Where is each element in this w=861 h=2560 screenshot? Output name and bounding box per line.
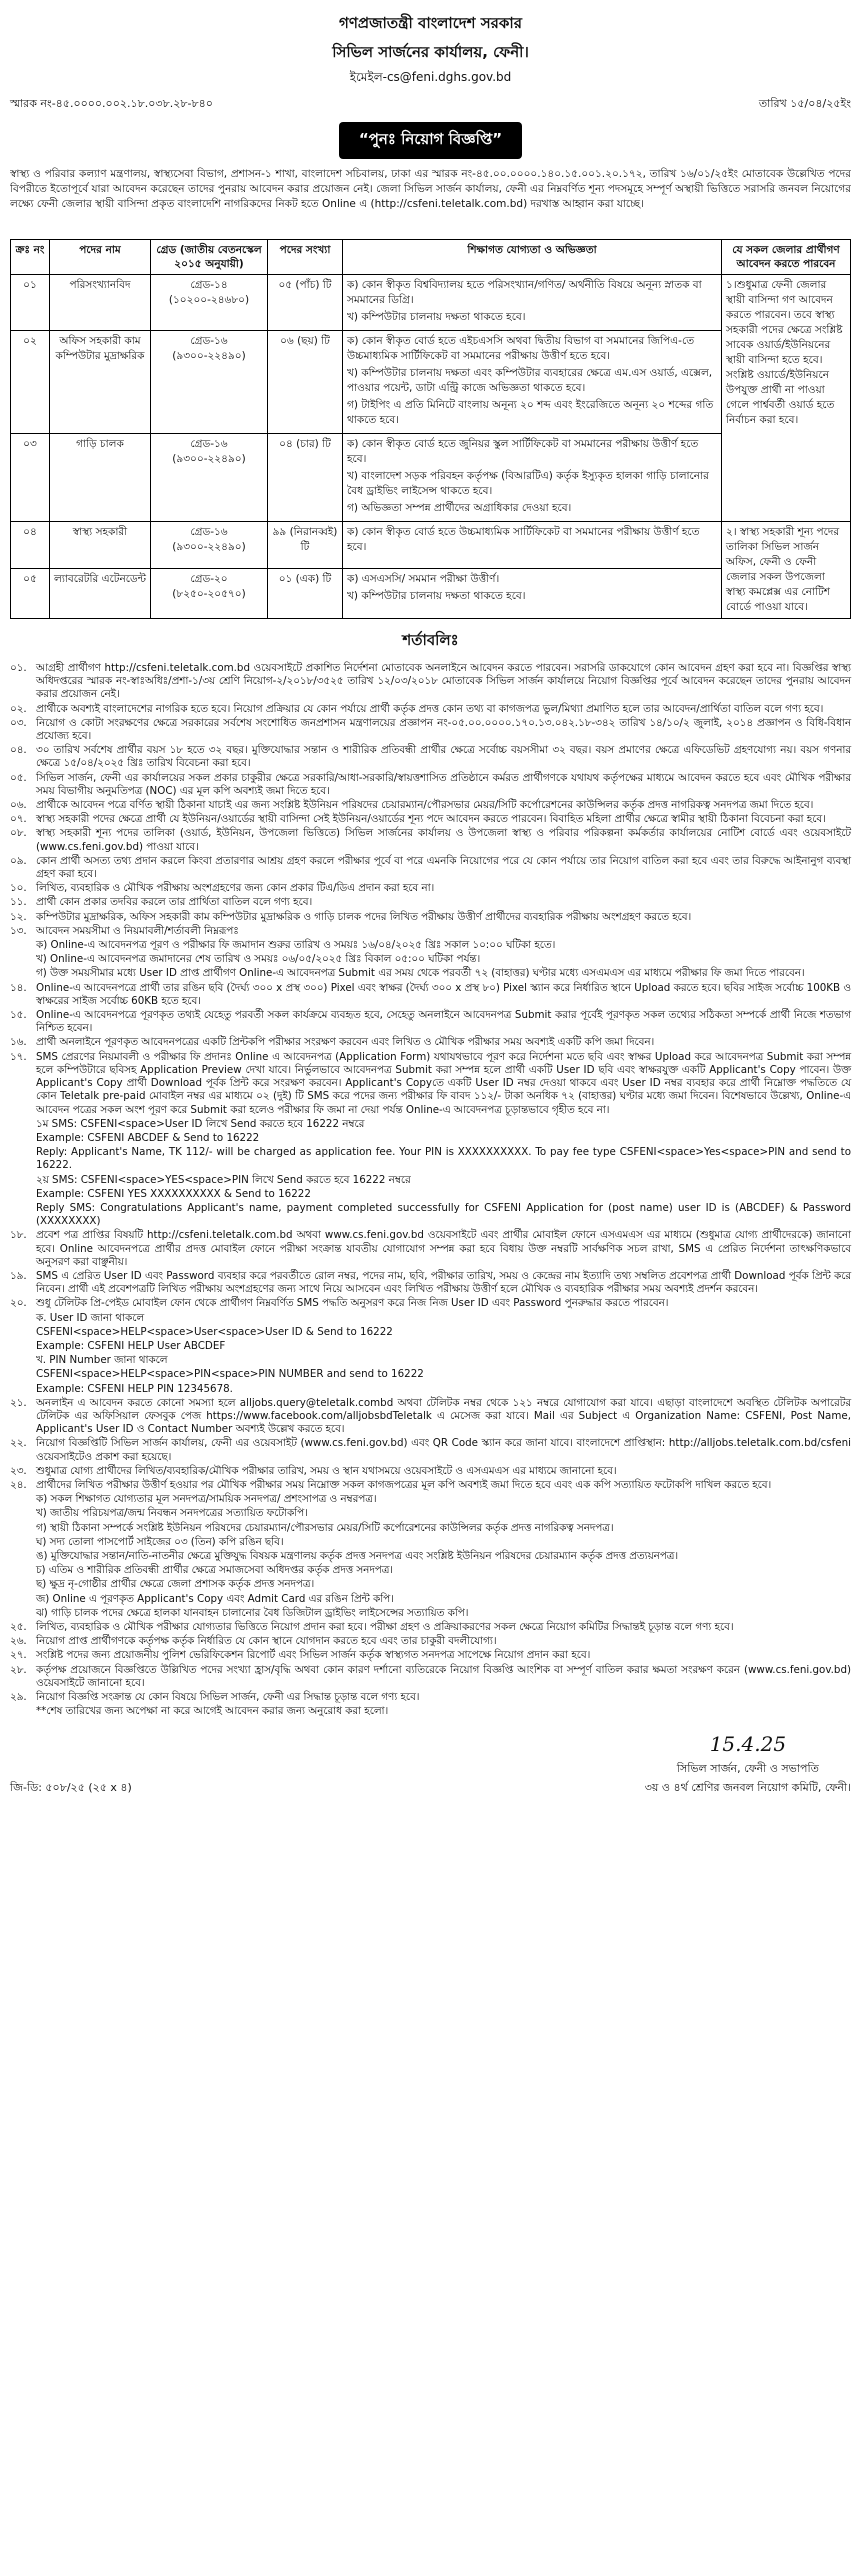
govt-name: গণপ্রজাতন্ত্রী বাংলাদেশ সরকার (339, 14, 522, 32)
condition-text: খ) Online-এ আবেদনপত্র জমাদানের শেষ তারিখ ও সময়ঃ ০৬/০৫/২০২৫ খ্রিঃ বিকাল ০৫:০০ ঘটিকা পর্যন্ত। (36, 953, 481, 966)
condition-item (10, 1368, 851, 1381)
condition-number (10, 1312, 36, 1325)
row-post-name: স্বাস্থ্য সহকারী (50, 522, 151, 569)
row-serial: ০৩ (11, 434, 50, 522)
condition-number: ১৭. (10, 1050, 27, 1063)
qualification-item: গ) অভিজ্ঞতা সম্পন্ন প্রার্থীদের অগ্রাধিকার দেওয়া হবে। (347, 502, 572, 514)
condition-text: প্রার্থীকে অবশ্যই বাংলাদেশের নাগরিক হতে হবে। নিয়োগ প্রক্রিয়ার যে কোন পর্যায়ে প্রার্থী কর্তৃক প্রদত্ত কোন তথ্য বা কাগজপত্র ভুল/মিথ্যা প্রমাণিত হলে তার আবেদন/প্রার্থিতা বাতিল বলে গণ্য হবে। (36, 702, 824, 715)
row-serial: ০৪ (11, 522, 50, 569)
row-qualification (343, 275, 722, 331)
condition-item (10, 1383, 851, 1396)
row-post-name: পরিসংখ্যানবিদ (50, 275, 151, 331)
row-post-name: ল্যাবরেটরি এটেনডেন্ট (50, 569, 151, 619)
condition-text: কোন প্রার্থী অসত্য তথ্য প্রদান করলে কিংবা প্রতারণার আশ্রয় গ্রহণ করলে পরীক্ষার পূর্বে বা পরে এমনকি নিয়োগের পরে যে কোন পর্যায়ে তার নিয়োগ বাতিল করা হবে এবং তার বিরুদ্ধে আইনানুগ ব্যবস্থা গ্রহণ করা হবে। (36, 854, 851, 881)
condition-item (10, 813, 851, 826)
condition-number: ২২. (10, 1437, 27, 1450)
condition-number: ১৮. (10, 1229, 27, 1242)
condition-number: ০৭. (10, 813, 27, 826)
condition-text: Example: CSFENI HELP PIN 12345678. (36, 1382, 233, 1395)
condition-item (10, 1397, 851, 1437)
condition-text: স্বাস্থ্য সহকারী শূন্য পদের তালিকা (ওয়ার্ড, ইউনিয়ন, উপজেলা ভিত্তিতে) সিভিল সার্জনের কার্যালয় ও উপজেলা স্বাস্থ্য ও পরিবার পরিকল্পনা কর্মকর্তার কার্যালয়ের নোটিশ বোর্ডে এবং ওয়েবসাইটে (www.cs.feni.gov.bd) পাওয়া যাবে। (36, 827, 851, 853)
condition-number: ১৪. (10, 981, 27, 994)
notice-title-banner: “পুনঃ নিয়োগ বিজ্ঞপ্তি” (339, 122, 522, 159)
vacancy-table (10, 239, 851, 619)
condition-text: Example: CSFENI ABCDEF & Send to 16222 (36, 1131, 260, 1144)
table-header-row (11, 240, 851, 275)
condition-text: জ) Online এ পূরণকৃত Applicant's Copy এবং Admit Card এর রঙিন প্রিন্ট কপি। (36, 1592, 394, 1605)
condition-number: ০৩. (10, 716, 27, 729)
reference-row (10, 95, 851, 114)
condition-text: সংশ্লিষ্ট পদের জন্য প্রয়োজনীয় পুলিশ ভেরিফিকেশন রিপোর্ট এবং সিভিল সার্জন কর্তৃক স্বাস্থ্যগত সনদপত্র সাপেক্ষে নিয়োগ প্রদান করা হবে। (36, 1649, 591, 1662)
condition-text: ৩০ তারিখ সর্বশেষ প্রার্থীর বয়স ১৮ হতে ৩২ বছর। মুক্তিযোদ্ধার সন্তান ও শারীরিক প্রতিবন্ধী প্রার্থীর ক্ষেত্রে সর্বোচ্চ বয়সসীমা ৩২ বছর। বয়স প্রমাণের ক্ষেত্রে এফিডেভিট গ্রহণযোগ্য নয়। বয়স গণনার ক্ষেত্রে ১৫/০৪/২০২৫ খ্রিঃ তারিখ বিবেচনা করা হবে। (36, 744, 851, 770)
condition-number: ২৭. (10, 1649, 27, 1662)
row-post-count: ০৪ (চার) টি (268, 434, 343, 522)
row-grade: গ্রেড-১৬ (৯৩০০-২২৪৯০) (151, 434, 268, 522)
conditions-title: শর্তাবলিঃ (402, 631, 459, 649)
condition-item (10, 1664, 851, 1690)
condition-text: অনলাইন এ আবেদন করতে কোনো সমস্যা হলে alljobs.query@teletalk.combd অথবা টেলিটক নম্বর থেকে ১২১ নম্বরে যোগাযোগ করা যাবে। এছাড়া বাংলাদেশে অবস্থিত টেলিটক অপারেটর টেলিটক এর অফিসিয়াল ফেসবুক পেজ https://www.facebook.com/alljobsbdTeletalk এ মেসেজ করা যাবে। Mail এর Subject এ Organization Name: CSFENI, Post Name, Applicant's User ID ও Contact Number অবশ্যই উল্লেখ করতে হবে। (36, 1396, 851, 1436)
condition-item (10, 1009, 851, 1035)
condition-number: ১৫. (10, 1009, 27, 1022)
condition-text: ঙ) মুক্তিযোদ্ধার সন্তান/নাতি-নাতনীর ক্ষেত্রে মুক্তিযুদ্ধ বিষয়ক মন্ত্রণালয় কর্তৃক প্রদত্ত সনদপত্র এবং সংশ্লিষ্ট ইউনিয়ন পরিষদের চেয়ারম্যান কর্তৃক প্রদত্ত প্রত্যয়নপত্র। (36, 1550, 679, 1562)
condition-item (10, 1202, 851, 1228)
condition-number (10, 1522, 36, 1535)
row-post-count: ০৫ (পাঁচ) টি (268, 275, 343, 331)
condition-item (10, 855, 851, 881)
condition-item (10, 1118, 851, 1131)
row-qualification (343, 522, 722, 569)
office-email: ইমেইল-cs@feni.dghs.gov.bd (349, 70, 512, 84)
condition-text: ঘ) সদ্য তোলা পাসপোর্ট সাইজের ০৩ (তিন) কপি রঙিন ছবি। (36, 1535, 284, 1548)
condition-item (10, 703, 851, 716)
condition-number (10, 1705, 36, 1718)
condition-item (10, 1229, 851, 1269)
row-serial: ০১ (11, 275, 50, 331)
condition-text: নিয়োগ প্রাপ্ত প্রার্থীগণকে কর্তৃপক্ষ কর্তৃক নির্ধারিত যে কোন স্থানে যোগদান করতে হবে এবং তার চাকুরী বদলীযোগ্য। (36, 1635, 497, 1648)
condition-text: প্রার্থী কোন প্রকার তদবির করলে তার প্রার্থিতা বাতিল বলে গণ্য হবে। (36, 896, 313, 909)
condition-item (10, 1036, 851, 1049)
condition-item (10, 744, 851, 770)
condition-item (10, 1536, 851, 1549)
condition-number (10, 1578, 36, 1591)
row-serial: ০২ (11, 331, 50, 434)
condition-item (10, 1564, 851, 1577)
condition-item (10, 799, 851, 812)
row-qualification (343, 434, 722, 522)
condition-item (10, 1649, 851, 1662)
condition-number: ১৩. (10, 924, 27, 937)
col-count: পদের সংখ্যা (268, 240, 343, 275)
eligibility-note-1: ১।শুধুমাত্র ফেনী জেলার স্থায়ী বাসিন্দা গণ আবেদন করতে পারবেন। তবে স্বাস্থ্য সহকারী পদের ক্ষেত্রে সংশ্লিষ্ট সাবেক ওয়ার্ড/ইউনিয়নের স্থায়ী বাসিন্দা হতে হবে। সংশ্লিষ্ট ওয়ার্ডে/ইউনিয়নে উপযুক্ত প্রার্থী না পাওয়া গেলে পার্শ্ববর্তী ওয়ার্ড হতে নির্বাচন করা হবে। (722, 275, 851, 522)
condition-text: আবেদন সময়সীমা ও নিয়মাবলী/শর্তাবলী নিম্নরূপঃ (36, 924, 239, 937)
condition-number: ০১. (10, 662, 27, 674)
condition-text: CSFENI<space>HELP<space>PIN<space>PIN NUMBER and send to 16222 (36, 1368, 424, 1381)
condition-text: কর্তৃপক্ষ প্রয়োজনে বিজ্ঞপ্তিতে উল্লিখিত পদের সংখ্যা হ্রাস/বৃদ্ধি অথবা কোন কারণ দর্শানো ব্যতিরেকে নিয়োগ বিজ্ঞপ্তি আংশিক বা সম্পূর্ণ বাতিল করার ক্ষমতা সংরক্ষণ করেন (www.cs.feni.gov.bd) ওয়েবসাইটে জানানো হবে। (36, 1663, 851, 1689)
condition-number: ২৮. (10, 1663, 27, 1676)
condition-number: ০৮. (10, 827, 27, 840)
condition-number (10, 1507, 36, 1520)
condition-item (10, 1705, 851, 1718)
condition-item (10, 925, 851, 938)
condition-item (10, 1578, 851, 1591)
document-header (10, 12, 851, 89)
qualification-item: গ) টাইপিং এ প্রতি মিনিটে বাংলায় অনূন্য ২০ শব্দ এবং ইংরেজিতে অনূন্য ২০ শব্দের গতি থাকতে হবে। (347, 399, 714, 426)
condition-item (10, 717, 851, 743)
condition-number: ২৪. (10, 1478, 27, 1491)
condition-item (10, 827, 851, 853)
condition-number (10, 1174, 36, 1187)
condition-number: ১০. (10, 882, 27, 895)
condition-text: প্রার্থী অনলাইনে পূরণকৃত আবেদনপত্রের একটি প্রিন্টকপি পরীক্ষার সংরক্ষণ করবেন এবং লিখিত ও মৌখিক পরীক্ষার সময় অবশ্যই একটি কপি জমা দিবেন। (36, 1036, 655, 1049)
condition-text: ১ম SMS: CSFENI<space>User ID লিখে Send করতে হবে 16222 নম্বরে (36, 1117, 365, 1130)
condition-item (10, 882, 851, 895)
condition-number (10, 1326, 36, 1339)
condition-text: Reply: Applicant's Name, TK 112/- will be charged as application fee. Your PIN is XXXXXXXXXX. To pay fee type CSFENI<space>Yes<space>PIN and send to 16222. (36, 1146, 851, 1172)
condition-number: ২০. (10, 1297, 27, 1310)
condition-number (10, 1132, 36, 1145)
row-qualification (343, 331, 722, 434)
condition-item (10, 1621, 851, 1634)
qualification-item: ক) কোন স্বীকৃত বোর্ড হতে উচ্চমাধ্যমিক সার্টিফিকেট বা সমমানের পরীক্ষায় উত্তীর্ণ হতে হবে। (347, 526, 700, 553)
signature-block (10, 1732, 851, 1798)
condition-item (10, 1691, 851, 1704)
condition-text: ঝ) গাড়ি চালক পদের ক্ষেত্রে হালকা যানবাহন চালানোর বৈধ ডিজিটাল ড্রাইভিং লাইসেন্সের সত্যায়িত কপি। (36, 1606, 469, 1619)
conditions-list (10, 662, 851, 1718)
memo-date: তারিখ ১৫/০৪/২৫ইং (758, 97, 851, 110)
condition-text: শুধু টেলিটক প্রি-পেইড মোবাইল ফোন থেকে প্রার্থীগণ নিম্নবর্ণিত SMS পদ্ধতি অনুসরণ করে নিজ নিজ User ID এবং Password পুনরুদ্ধার করতে পারবেন। (36, 1297, 669, 1310)
condition-item (10, 1593, 851, 1606)
condition-number (10, 1383, 36, 1396)
condition-number: ০৯. (10, 854, 27, 867)
condition-text: ২য় SMS: CSFENI<space>YES<space>PIN লিখে Send করতে হবে 16222 নম্বরে (36, 1173, 411, 1186)
condition-number (10, 967, 36, 980)
condition-text: ক) সকল শিক্ষাগত যোগ্যতার মূল সনদপত্র/সাময়িক সনদপত্র/ প্রশংসাপত্র ও নম্বরপত্র। (36, 1493, 377, 1506)
condition-text: **শেষ তারিখের জন্য অপেক্ষা না করে আগেই আবেদন করার জন্য অনুরোধ করা হলো। (36, 1705, 389, 1718)
condition-item (10, 939, 851, 952)
condition-text: প্রবেশ পত্র প্রাপ্তির বিষয়টি http://csfeni.teletalk.com.bd অথবা www.cs.feni.gov.bd ওয়েবসাইটে এবং প্রার্থীর মোবাইল ফোনে এসএমএস এর মাধ্যমে (শুধুমাত্র যোগ্য প্রার্থীদেরকে) জানানো হবে। Online আবেদনপত্রে প্রার্থীর প্রদত্ত মোবাইল ফোনে পরীক্ষা সংক্রান্ত যাবতীয় যোগাযোগ সম্পন্ন করা হবে বিধায় উক্ত নম্বরটি সার্বক্ষণিক সচল রাখা, SMS এ প্রেরিত নির্দেশনা তাৎক্ষণিকভাবে অনুসরণ করা বাঞ্ছনীয়। (36, 1229, 851, 1268)
condition-number: ২১. (10, 1396, 27, 1409)
condition-number: ১২. (10, 910, 27, 923)
handwritten-signature: 15.4.25 (709, 1732, 787, 1757)
condition-item (10, 1507, 851, 1520)
condition-number: ০৪. (10, 744, 27, 757)
condition-text: আগ্রহী প্রার্থীগণ http://csfeni.teletalk.com.bd ওয়েবসাইটে প্রকাশিত নির্দেশনা মোতাবেক অনলাইনে আবেদন করতে পারবেন। সরাসরি ডাকযোগে কোন আবেদন গ্রহণ করা হবে না। বিজ্ঞপ্তির স্বাস্থ্য অধিদপ্তরের স্মারক নং-স্বাঃঅধিঃ/প্রশা-১/৩য় শ্রেণি নিয়োগ-২/২০১৮/৩৫২৫ তারিখ ১২/০৩/২০১৮ মোতাবেক সিভিল সার্জন কার্যালয়ে নিয়োগ বিজ্ঞপ্তির পূর্বে আবেদন করেছেন তাদের পুনরায় আবেদন করার প্রয়োজন নেই। (36, 662, 851, 701)
condition-number: ২৫. (10, 1621, 27, 1634)
condition-item (10, 967, 851, 980)
condition-number (10, 1340, 36, 1353)
condition-number (10, 1493, 36, 1506)
condition-text: চ) এতিম ও শারীরিক প্রতিবন্ধী প্রার্থীর ক্ষেত্রে সমাজসেবা অধিদপ্তর কর্তৃক প্রদত্ত সনদপত্র। (36, 1564, 393, 1577)
table-row (11, 275, 851, 331)
condition-number (10, 1188, 36, 1201)
condition-text: খ. PIN Number জানা থাকলে (36, 1354, 168, 1367)
condition-number: ১৬. (10, 1036, 27, 1049)
col-eligibility: যে সকল জেলার প্রার্থীগণ আবেদন করতে পারবেন (722, 240, 851, 275)
condition-text: লিখিত, ব্যবহারিক ও মৌখিক পরীক্ষায় অংশগ্রহণের জন্য কোন প্রকার টিএ/ডিএ প্রদান করা হবে না। (36, 882, 435, 895)
condition-text: CSFENI<space>HELP<space>User<space>User ID & Send to 16222 (36, 1325, 393, 1338)
table-row (11, 522, 851, 569)
condition-number (10, 1593, 36, 1606)
eligibility-note-2: ২। স্বাস্থ্য সহকারী শূন্য পদের তালিকা সিভিল সার্জন অফিস, ফেনী ও ফেনী জেলার সকল উপজেলা স্বাস্থ্য কমপ্লেক্স এর নোটিশ বোর্ডে পাওয়া যাবে। (722, 522, 851, 619)
qualification-item: খ) কম্পিউটার চালনায় দক্ষতা থাকতে হবে। (347, 311, 526, 323)
intro-paragraph: স্বাস্থ্য ও পরিবার কল্যাণ মন্ত্রণালয়, স্বাস্থ্যসেবা বিভাগ, প্রশাসন-১ শাখা, বাংলাদেশ সচিবালয়, ঢাকা এর স্মারক নং-৪৫.০০.০০০০.১৪০.১৫.০০১.২০.১৭২, তারিখ ১৬/০১/২৫ইং মোতাবেক উল্লেখিত পদের বিপরীতে ইতোপূর্বে যারা আবেদন করেছেন তাদের পুনরায় আবেদন করার প্রয়োজন নেই। জেলা সিভিল সার্জন কার্যালয়, ফেনী এর নিম্নবর্ণিত শূন্য পদসমূহে সম্পূর্ণ অস্থায়ী ভিত্তিতে সরাসরি জনবল নিয়োগের লক্ষ্যে ফেনী জেলার স্থায়ী বাসিন্দা প্রকৃত বাংলাদেশি নাগরিকদের নিকট হতে Online এ (http://csfeni.teletalk.com.bd) দরখাস্ত আহ্বান করা যাচ্ছে। (10, 168, 851, 210)
signatory-title: সিভিল সার্জন, ফেনী ও সভাপতি (676, 1762, 819, 1776)
condition-text: ক) Online-এ আবেদনপত্র পূরণ ও পরীক্ষার ফি জমাদান শুরুর তারিখ ও সময়ঃ ১৬/০৪/২০২৫ খ্রিঃ সকাল ১০:০০ ঘটিকা হতে। (36, 939, 556, 952)
qualification-item: খ) কম্পিউটার চালনায় দক্ষতা এবং কম্পিউটার ব্যবহারের ক্ষেত্রে এম.এস ওয়ার্ড, এক্সেল, পাওয়ার পয়েন্ট, ডাটা এন্ট্রি কাজে অভিজ্ঞতা থাকতে হবে। (347, 367, 713, 394)
condition-number (10, 1564, 36, 1577)
condition-text: Example: CSFENI HELP User ABCDEF (36, 1339, 226, 1352)
condition-number (10, 1536, 36, 1549)
condition-item (10, 1270, 851, 1296)
row-post-count: ০৬ (ছয়) টি (268, 331, 343, 434)
condition-text: নিয়োগ বিজ্ঞপ্তি সংক্রান্ত যে কোন বিষয়ে সিভিল সার্জন, ফেনী এর সিদ্ধান্ত চূড়ান্ত বলে গণ্য হবে। (36, 1691, 420, 1704)
condition-number: ০২. (10, 702, 27, 715)
condition-item (10, 1174, 851, 1187)
condition-text: নিয়োগ ও কোটা সংরক্ষণের ক্ষেত্রে সরকারের সর্বশেষ সংশোধিত জনপ্রশাসন মন্ত্রণালয়ের প্রজ্ঞাপন নং-০৫.০০.০০০০.১৭০.১৩.০৪২.১৮-৩৪২ তারিখ ১৪/১০/২ জুলাই, ২০১৪ প্রজ্ঞাপন ও বিধি-বিধান প্রযোজ্য হবে। (36, 716, 852, 743)
condition-text: গ) স্থায়ী ঠিকানা সম্পর্কে সংশ্লিষ্ট ইউনিয়ন পরিষদের চেয়ারম্যান/পৌরসভার মেয়র/সিটি কর্পোরেশনের কাউন্সিলর কর্তৃক প্রদত্ত নাগরিকত্ব সনদপত্র। (36, 1521, 614, 1534)
condition-number (10, 1146, 36, 1172)
condition-text: শুধুমাত্র যোগ্য প্রার্থীদের লিখিত/ব্যবহারিক/মৌখিক পরীক্ষার তারিখ, সময় ও স্থান যথাসময়ে ওয়েবসাইটে ও এসএমএস এর মাধ্যমে জানানো হবে। (36, 1464, 617, 1477)
condition-item (10, 1465, 851, 1478)
condition-item (10, 911, 851, 924)
col-post: পদের নাম (50, 240, 151, 275)
condition-text: কম্পিউটার মুদ্রাক্ষরিক, অফিস সহকারী কাম কম্পিউটার মুদ্রাক্ষরিক ও গাড়ি চালক পদের লিখিত পরীক্ষায় উত্তীর্ণ প্রার্থীদের ব্যবহারিক পরীক্ষায় অংশগ্রহণ করতে হবে। (36, 910, 692, 923)
condition-item (10, 662, 851, 702)
office-name: সিভিল সার্জনের কার্যালয়, ফেনী। (332, 43, 529, 61)
row-grade: গ্রেড-১৬ (৯৩০০-২২৪৯০) (151, 522, 268, 569)
qualification-item: ক) কোন স্বীকৃত বোর্ড হতে জুনিয়র স্কুল সার্টিফিকেট বা সমমানের পরীক্ষায় উত্তীর্ণ হতে হবে। (347, 438, 699, 465)
row-grade: গ্রেড-১৪ (১০২০০-২৪৬৮০) (151, 275, 268, 331)
qualification-item: ক) কোন স্বীকৃত বোর্ড হতে এইচএসসি অথবা দ্বিতীয় বিভাগ বা সমমানের জিপিএ-তে উচ্চমাধ্যমিক সার্টিফিকেট বা সমমানের পরীক্ষায় উত্তীর্ণ হতে হবে। (347, 335, 695, 362)
condition-item (10, 1326, 851, 1339)
col-qualification: শিক্ষাগত যোগ্যতা ও অভিজ্ঞতা (343, 240, 722, 275)
condition-item (10, 1312, 851, 1325)
qualification-item: ক) কোন স্বীকৃত বিশ্ববিদ্যালয় হতে পরিসংখ্যান/গণিত/ অর্থনীতি বিষয়ে অনূন্য স্নাতক বা সমমানের ডিগ্রি। (347, 279, 702, 306)
condition-text: Reply SMS: Congratulations Applicant's name, payment completed successfully for CSFENI Application for (post name) user ID is (ABCDEF) & Password (XXXXXXXX) (36, 1201, 851, 1228)
row-grade: গ্রেড-২০ (৮২৫০-২০৫৭০) (151, 569, 268, 619)
condition-number: ০৫. (10, 771, 27, 784)
condition-number: ০৬. (10, 799, 27, 812)
condition-item (10, 1607, 851, 1620)
row-serial: ০৫ (11, 569, 50, 619)
condition-number: ২৬. (10, 1635, 27, 1648)
qualification-item: খ) কম্পিউটার চালনায় দক্ষতা থাকতে হবে। (347, 590, 526, 603)
condition-item (10, 896, 851, 909)
row-post-name: অফিস সহকারী কাম কম্পিউটার মুদ্রাক্ষরিক (50, 331, 151, 434)
condition-text: প্রার্থীদের লিখিত পরীক্ষার উত্তীর্ণ হওয়ার পর মৌখিক পরীক্ষার সময় নিম্নোক্ত সকল কাগজপত্রের মূল কপি অবশ্যই জমা দিতে হবে এবং এক কপি সত্যায়িত ফটোকপি দাখিল করতে হবে। (36, 1478, 772, 1491)
condition-number: ১৯. (10, 1269, 27, 1282)
condition-number (10, 1202, 36, 1228)
col-grade: গ্রেড (জাতীয় বেতনস্কেল ২০১৫ অনুযায়ী) (151, 240, 268, 275)
condition-text: SMS এ প্রেরিত User ID এবং Password ব্যবহার করে পরবর্তীতে রোল নম্বর, পদের নাম, ছবি, পরীক্ষার তারিখ, সময় ও কেন্দ্রের নাম ইত্যাদি তথ্য সম্বলিত প্রবেশপত্র প্রার্থী Download পূর্বক প্রিন্ট করে নিবেন। প্রার্থী এই প্রবেশপত্রটি লিখিত পরীক্ষায় অংশগ্রহণের জন্য সাথে নিয়ে আসবেন এবং লিখিত পরীক্ষায় উত্তীর্ণ হলে মৌখিক ও ব্যবহারিক পরীক্ষার সময় অবশ্যই প্রদর্শন করবেন। (36, 1269, 851, 1296)
condition-text: Online-এ আবেদনপত্রে পূরণকৃত তথ্যই যেহেতু পরবর্তী সকল কার্যক্রমে ব্যবহৃত হবে, সেহেতু অনলাইনে আবেদনপত্র Submit করার পূর্বেই পূরণকৃত সকল তথ্যের সঠিকতা সম্পর্কে প্রার্থী নিজে শতভাগ নিশ্চিত হবেন। (36, 1009, 851, 1035)
condition-text: লিখিত, ব্যবহারিক ও মৌখিক পরীক্ষার যোগ্যতার ভিত্তিতে নিয়োগ প্রদান করা হবে। পরীক্ষা গ্রহণ ও প্রক্রিয়াকরণের সকল ক্ষেত্রে নিয়োগ কমিটির সিদ্ধান্তই চূড়ান্ত বলে গণ্য হবে। (36, 1621, 734, 1634)
condition-number (10, 1368, 36, 1381)
signatory-committee: ৩য় ও ৪র্থ শ্রেণির জনবল নিয়োগ কমিটি, ফেনী। (644, 1781, 851, 1795)
signatory (645, 1732, 851, 1798)
condition-text: Example: CSFENI YES XXXXXXXXXX & Send to 16222 (36, 1187, 311, 1200)
condition-item (10, 1437, 851, 1463)
row-qualification (343, 569, 722, 619)
condition-number: ১১. (10, 896, 27, 909)
condition-item (10, 1635, 851, 1648)
memo-number: স্মারক নং-৪৫.০০০০.০০২.১৮.০৩৮.২৮-৮৪০ (10, 97, 213, 110)
banner-wrap (10, 122, 851, 159)
condition-number (10, 939, 36, 952)
condition-item (10, 1297, 851, 1310)
condition-text: খ) জাতীয় পরিচয়পত্র/জন্ম নিবন্ধন সনদপত্রের সত্যায়িত ফটোকপি। (36, 1507, 308, 1520)
condition-number: ২৩. (10, 1464, 27, 1477)
print-code: জি-ডি: ৫০৮/২৫ (২৫ x ৪) (10, 1781, 132, 1795)
condition-text: প্রার্থীকে আবেদন পত্রে বর্ণিত স্থায়ী ঠিকানা যাচাই এর জন্য সংশ্লিষ্ট ইউনিয়ন পরিষদের চেয়ারম্যান/পৌরসভার মেয়র/সিটি কর্পোরেশনের কাউন্সিলর কর্তৃক প্রদত্ত নাগরিকত্ব সনদপত্র জমা দিতে হবে। (36, 799, 814, 812)
condition-item (10, 1188, 851, 1201)
condition-number (10, 953, 36, 966)
condition-text: ছ) ক্ষুদ্র নৃ-গোষ্ঠীর প্রার্থীর ক্ষেত্রে জেলা প্রশাসক কর্তৃক প্রদত্ত সনদপত্র। (36, 1578, 315, 1591)
condition-number: ২৯. (10, 1691, 27, 1704)
condition-item (10, 1132, 851, 1145)
condition-number (10, 1550, 36, 1563)
condition-text: সিভিল সার্জন, ফেনী এর কার্যালয়ের সকল প্রকার চাকুরীর ক্ষেত্রে সরকারি/আধা-সরকারি/স্বায়ত্তশাসিত প্রতিষ্ঠানে কর্মরত প্রার্থীগণকে যথাযথ কর্তৃপক্ষের মাধ্যমে আবেদন করতে হবে এবং মৌখিক পরীক্ষার সময় বিভাগীয় অনুমতিপত্র (NOC) এর মূল কপি অবশ্যই জমা দিতে হবে। (36, 771, 851, 797)
condition-number (10, 1118, 36, 1131)
condition-text: স্বাস্থ্য সহকারী পদের ক্ষেত্রে প্রার্থী যে ইউনিয়ন/ওয়ার্ডের স্থায়ী বাসিন্দা সেই ইউনিয়ন/ওয়ার্ডের শূন্য পদে আবেদন করতে পারবেন। বিবাহিত মহিলা প্রার্থীর ক্ষেত্রে স্বামীর স্থায়ী ঠিকানা বিবেচনা করা হবে। (36, 813, 826, 826)
condition-text: নিয়োগ বিজ্ঞপ্তিটি সিভিল সার্জন কার্যালয়, ফেনী এর ওয়েবসাইট (www.cs.feni.gov.bd) এবং QR Code স্ক্যান করে জানা যাবে। বাংলাদেশে প্রাপ্তিস্থান: http://alljobs.teletalk.com.bd/csfeni ওয়েবসাইটেও প্রকাশ করা হয়েছে। (36, 1437, 851, 1463)
condition-item (10, 1051, 851, 1117)
qualification-item: খ) বাংলাদেশ সড়ক পরিবহন কর্তৃপক্ষ (বিআরটিএ) কর্তৃক ইস্যুকৃত হালকা গাড়ি চালানোর বৈধ ড্রাইভিং লাইসেন্স থাকতে হবে। (347, 470, 709, 497)
condition-item (10, 1340, 851, 1353)
condition-item (10, 1354, 851, 1367)
notice-page (10, 8, 851, 1798)
row-post-count: ৯৯ (নিরানব্বই) টি (268, 522, 343, 569)
row-post-name: গাড়ি চালক (50, 434, 151, 522)
condition-item (10, 1522, 851, 1535)
condition-text: গ) উক্ত সময়সীমার মধ্যে User ID প্রাপ্ত প্রার্থীগণ Online-এ আবেদনপত্র Submit এর সময় থেকে পরবর্তী ৭২ (বাহাত্তর) ঘণ্টার মধ্যে এসএমএস এর মাধ্যমে পরীক্ষার ফি জমা দিতে পারবেন। (36, 967, 805, 980)
condition-item (10, 1146, 851, 1172)
condition-item (10, 1550, 851, 1563)
row-post-count: ০১ (এক) টি (268, 569, 343, 619)
condition-text: Online-এ আবেদনপত্রে প্রার্থী তার রঙিন ছবি (দৈর্ঘ্য ৩০০ x প্রস্থ ৩০০) Pixel এবং স্বাক্ষর (দৈর্ঘ্য ৩০০ x প্রস্থ ৮০) Pixel স্ক্যান করে নির্ধারিত স্থানে Upload করতে হবে। ছবির সাইজ সর্বোচ্চ 100KB ও স্বাক্ষরের সাইজ সর্বোচ্চ 60KB হতে হবে। (36, 981, 851, 1007)
col-serial: ক্রঃ নং (11, 240, 50, 275)
condition-item (10, 1479, 851, 1492)
condition-item (10, 953, 851, 966)
qualification-item: ক) এসএসসি/ সমমান পরীক্ষা উত্তীর্ণ। (347, 573, 500, 586)
row-grade: গ্রেড-১৬ (৯৩০০-২২৪৯০) (151, 331, 268, 434)
condition-text: SMS প্রেরণের নিয়মাবলী ও পরীক্ষার ফি প্রদানঃ Online এ আবেদনপত্র (Application Form) যথাযথভাবে পূরণ করে নির্দেশনা মতে ছবি এবং স্বাক্ষর Upload করে আবেদনপত্র Submit করা সম্পন্ন হলে কম্পিউটারে ছবিসহ Application Preview দেখা যাবে। নির্ভুলভাবে আবেদনপত্র Submit করা সম্পন্ন হলে প্রার্থী একটি User ID ছবি এবং স্বাক্ষরযুক্ত একটি Applicant's Copy পাবেন। উক্ত Applicant's Copy প্রার্থী Download পূর্বক প্রিন্ট করে সংরক্ষণ করবেন। Applicant's Copyতে একটি User ID নম্বর দেওয়া থাকবে এবং User ID নম্বর ব্যবহার করে প্রার্থী নিম্নোক্ত পদ্ধতিতে যে কোন Teletalk pre-paid মোবাইল নম্বর এর মাধ্যমে ০২ (দুই) টি SMS করে পদের জন্য পরীক্ষার ফি বাবদ ১১২/- টাকা অনধিক ৭২ (বাহাত্তর) ঘণ্টার মধ্যে জমা দিবেন। বিশেষভাবে উল্লেখ্য, Online-এ আবেদন পত্রের সকল অংশ পূরণ করে Submit করা হলেও পরীক্ষার ফি জমা না দেয়া পর্যন্ত Online-এ আবেদনপত্র চূড়ান্তভাবে গৃহীত হবে না। (36, 1050, 851, 1116)
condition-item (10, 1493, 851, 1506)
condition-number (10, 1607, 36, 1620)
condition-number (10, 1354, 36, 1367)
condition-text: ক. User ID জানা থাকলে (36, 1311, 145, 1324)
condition-item (10, 772, 851, 798)
condition-item (10, 982, 851, 1008)
